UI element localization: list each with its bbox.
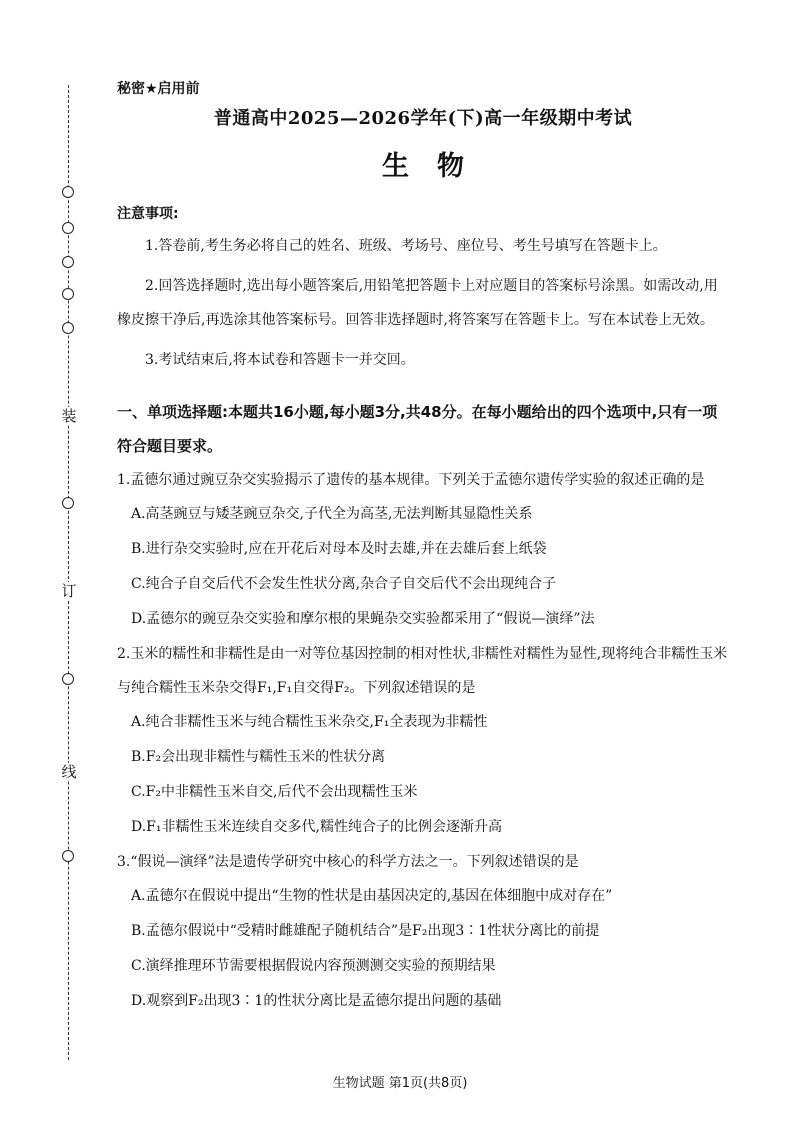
binding-hole-icon [62, 673, 74, 685]
section-heading: 一、单项选择题:本题共16小题,每小题3分,共48分。在每小题给出的四个选项中,只有一项符合题目要求。 [117, 403, 718, 455]
question-1 [117, 463, 729, 637]
binding-label-ding: 订 [61, 582, 77, 600]
binding-hole-icon [62, 288, 74, 300]
option-d: D.观察到F₂出现3∶1的性状分离比是孟德尔提出问题的基础 [131, 993, 502, 1009]
question-stem: 3.“假说—演绎”法是遗传学研究中核心的科学方法之一。下列叙述错误的是 [117, 854, 579, 870]
option-c: C.演绎推理环节需要根据假说内容预测测交实验的预期结果 [131, 958, 496, 974]
option-d: D.孟德尔的豌豆杂交实验和摩尔根的果蝇杂交实验都采用了“假说—演绎”法 [131, 611, 595, 627]
notice-item: 2.回答选择题时,选出每小题答案后,用铅笔把答题卡上对应题目的答案标号涂黑。如需改动,用橡皮擦干净后,再选涂其他答案标号。回答非选择题时,将答案写在答题卡上。写在本试卷上无效。 [117, 278, 718, 328]
binding-hole-icon [62, 850, 74, 862]
binding-label-xian: 线 [61, 763, 77, 781]
notice-title: 注意事项: [117, 206, 179, 222]
option-b: B.孟德尔假说中“受精时雌雄配子随机结合”是F₂出现3∶1性状分离比的前提 [131, 923, 600, 939]
question-stem: 1.孟德尔通过豌豆杂交实验揭示了遗传的基本规律。下列关于孟德尔遗传学实验的叙述正确的是 [117, 472, 705, 488]
option-c: C.F₂中非糯性玉米自交,后代不会出现糯性玉米 [131, 784, 418, 800]
notice-list [117, 229, 729, 377]
option-a: A.孟德尔在假说中提出“生物的性状是由基因决定的,基因在体细胞中成对存在” [131, 888, 613, 904]
option-b: B.进行杂交实验时,应在开花后对母本及时去雄,并在去雄后套上纸袋 [131, 541, 547, 557]
question-3 [117, 845, 729, 1019]
binding-hole-icon [62, 256, 74, 268]
option-d: D.F₁非糯性玉米连续自交多代,糯性纯合子的比例会逐渐升高 [131, 819, 502, 835]
exam-page-content [117, 78, 729, 1019]
binding-hole-icon [62, 497, 74, 509]
option-b: B.F₂会出现非糯性与糯性玉米的性状分离 [131, 749, 386, 765]
binding-hole-icon [62, 186, 74, 198]
notice-item: 1.答卷前,考生务必将自己的姓名、班级、考场号、座位号、考生号填写在答题卡上。 [145, 238, 667, 254]
page-footer: 生物试题 第1页(共8页) [332, 1076, 468, 1091]
option-a: A.纯合非糯性玉米与纯合糯性玉米杂交,F₁全表现为非糯性 [131, 714, 488, 730]
confidential-mark: 秘密★启用前 [117, 81, 200, 97]
option-a: A.高茎豌豆与矮茎豌豆杂交,子代全为高茎,无法判断其显隐性关系 [131, 506, 533, 522]
exam-title: 普通高中2025—2026学年(下)高一年级期中考试 [213, 108, 633, 129]
option-c: C.纯合子自交后代不会发生性状分离,杂合子自交后代不会出现纯合子 [131, 576, 557, 592]
subject-title: 生物 [382, 151, 492, 182]
binding-label-zhuang: 装 [61, 407, 77, 425]
question-2 [117, 637, 729, 845]
notice-item: 3.考试结束后,将本试卷和答题卡一并交回。 [145, 352, 415, 368]
question-stem: 2.玉米的糯性和非糯性是由一对等位基因控制的相对性状,非糯性对糯性为显性,现将纯合非糯性玉米与纯合糯性玉米杂交得F₁,F₁自交得F₂。下列叙述错误的是 [117, 646, 728, 696]
binding-hole-icon [62, 222, 74, 234]
binding-hole-icon [62, 322, 74, 334]
